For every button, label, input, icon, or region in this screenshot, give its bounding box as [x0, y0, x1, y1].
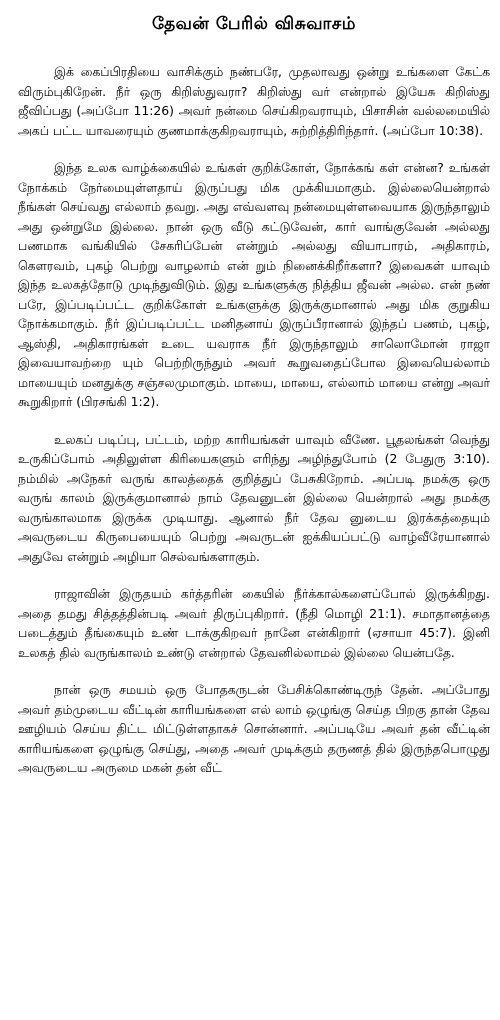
paragraph: இந்த உலக வாழ்க்கையில் உங்கள் குறிக்கோள், நோக்கங் கள் என்ன? உங்கள் நோக்கம் நேர்மையுள்ளதாய் இருப்பது மிக முக்கியமாகும். இல்லையென்றால் நீங்கள் செய்வது எல்லாம் தவறு. அது எவ்வளவு நன்மையுள்ளவையாக இருந்தாலும் அது ஒன்றுமே இல்லை. நான் ஒரு வீடு கட்டுவேன், கார் வாங்குவேன் அல்லது பணமாக வங்கியில் சேகரிப்பேன் என்றும் அல்லது வியாபாரம், அதிகாரம், கௌரவம், புகழ் பெற்று வாழலாம் என் றும் நினைக்கிறீர்களா? இவைகள் யாவும் இந்த உலகத்தோடு முடிந்துவிடும். இது உங்களுக்கு நித்திய ஜீவன் அல்ல. என் நண் பரே, இப்படிப்பட்ட குறிக்கோள் உங்களுக்கு இருக்குமானால் அது மிக குறுகிய நோக்கமாகும். நீர் இப்படிப்பட்ட மனிதனாய் இருப்பீரானால் இந்தப் பணம், புகழ், ஆஸ்தி, அதிகாரங்கள் உடை யவராக நீர் இருந்தாலும் சாலொமோன் ராஜா இவையாவற்றை யும் பெற்றிருந்தும் அவர் கூறுவதைப்போல இவையெல்லாம் மாயையும் மனதுக்கு சஞ்சலமுமாகும். மாயை, மாயை, எல்லாம் மாயை என்று அவர் கூறுகிறார் (பிரசங்கி 1:2). — [18, 160, 490, 409]
paragraph: உலகப் படிப்பு, பட்டம், மற்ற காரியங்கள் யாவும் வீணே. பூதலங்கள் வெந்து உருகிப்போம் அதிலுள்ள கிரியைகளும் எரிந்து அழிந்துபோம் (2 பேதுரு 3:10). நம்மில் அநேகர் வருங் காலத்தைக் குறித்துப் பேசுகிறோம். அப்படி நமக்கு ஒரு வருங் காலம் இருக்குமானால் நாம் தேவனுடன் இல்லை யென்றால் அது நமக்கு வருங்காலமாக இருக்க முடியாது. ஆனால் நீர் தேவ னுடைய இரக்கத்தையும் அவருடைய கிருபையையும் பெற்று அவருடன் ஐக்கியப்பட்டு வாழ்வீரேயானால் அதுவே என்றும் அழியா செல்வங்களாகும். — [18, 431, 490, 564]
page-title: தேவன் பேரில் விசுவாசம் — [152, 14, 356, 34]
paragraph: ராஜாவின் இருதயம் கர்த்தரின் கையில் நீர்க்கால்களைப்போல் இருக்கிறது. அதை தமது சித்தத்தின்படி அவர் திருப்புகிறார். (நீதி மொழி 21:1). சமாதானத்தை படைத்தும் தீங்கையும் உண் டாக்குகிறவர் நானே என்கிறார் (ஏசாயா 45:7). இனி உலகத் தில் வருங்காலம் உண்டு என்றால் தேவனில்லாமல் இல்லை யென்பதே. — [18, 586, 490, 660]
paragraph: இக் கைப்பிரதியை வாசிக்கும் நண்பரே, முதலாவது ஒன்று உங்களை கேட்க விரும்புகிறேன். நீர் ஒரு கிறிஸ்துவரா? கிறிஸ்து வர் என்றால் இயேசு கிறிஸ்து ஜீவிப்பது (அப்போ 11:26) அவர் நன்மை செய்கிறவராயும், பிசாசின் வல்லமையில் அகப் பட்ட யாவரையும் குணமாக்குகிறவராயும், சுற்றித்திரிந்தார். (அப்போ 10:38). — [18, 64, 490, 138]
paragraph: நான் ஒரு சமயம் ஒரு போதகருடன் பேசிக்கொண்டிருந் தேன். அப்போது அவர் தம்முடைய வீட்டின் காரியங்களை எல் லாம் ஒழுங்கு செய்த பிறகு தான் தேவ ஊழியம் செய்ய திட்ட மிட்டுள்ளதாகச் சொன்னார். அப்படியே அவர் தன் வீட்டின் காரியங்களை ஒழுங்கு செய்து, அதை அவர் முடிக்கும் தருணத் தில் இருந்தபொழுது அவருடைய அருமை மகன் தன் வீட் — [18, 682, 490, 775]
